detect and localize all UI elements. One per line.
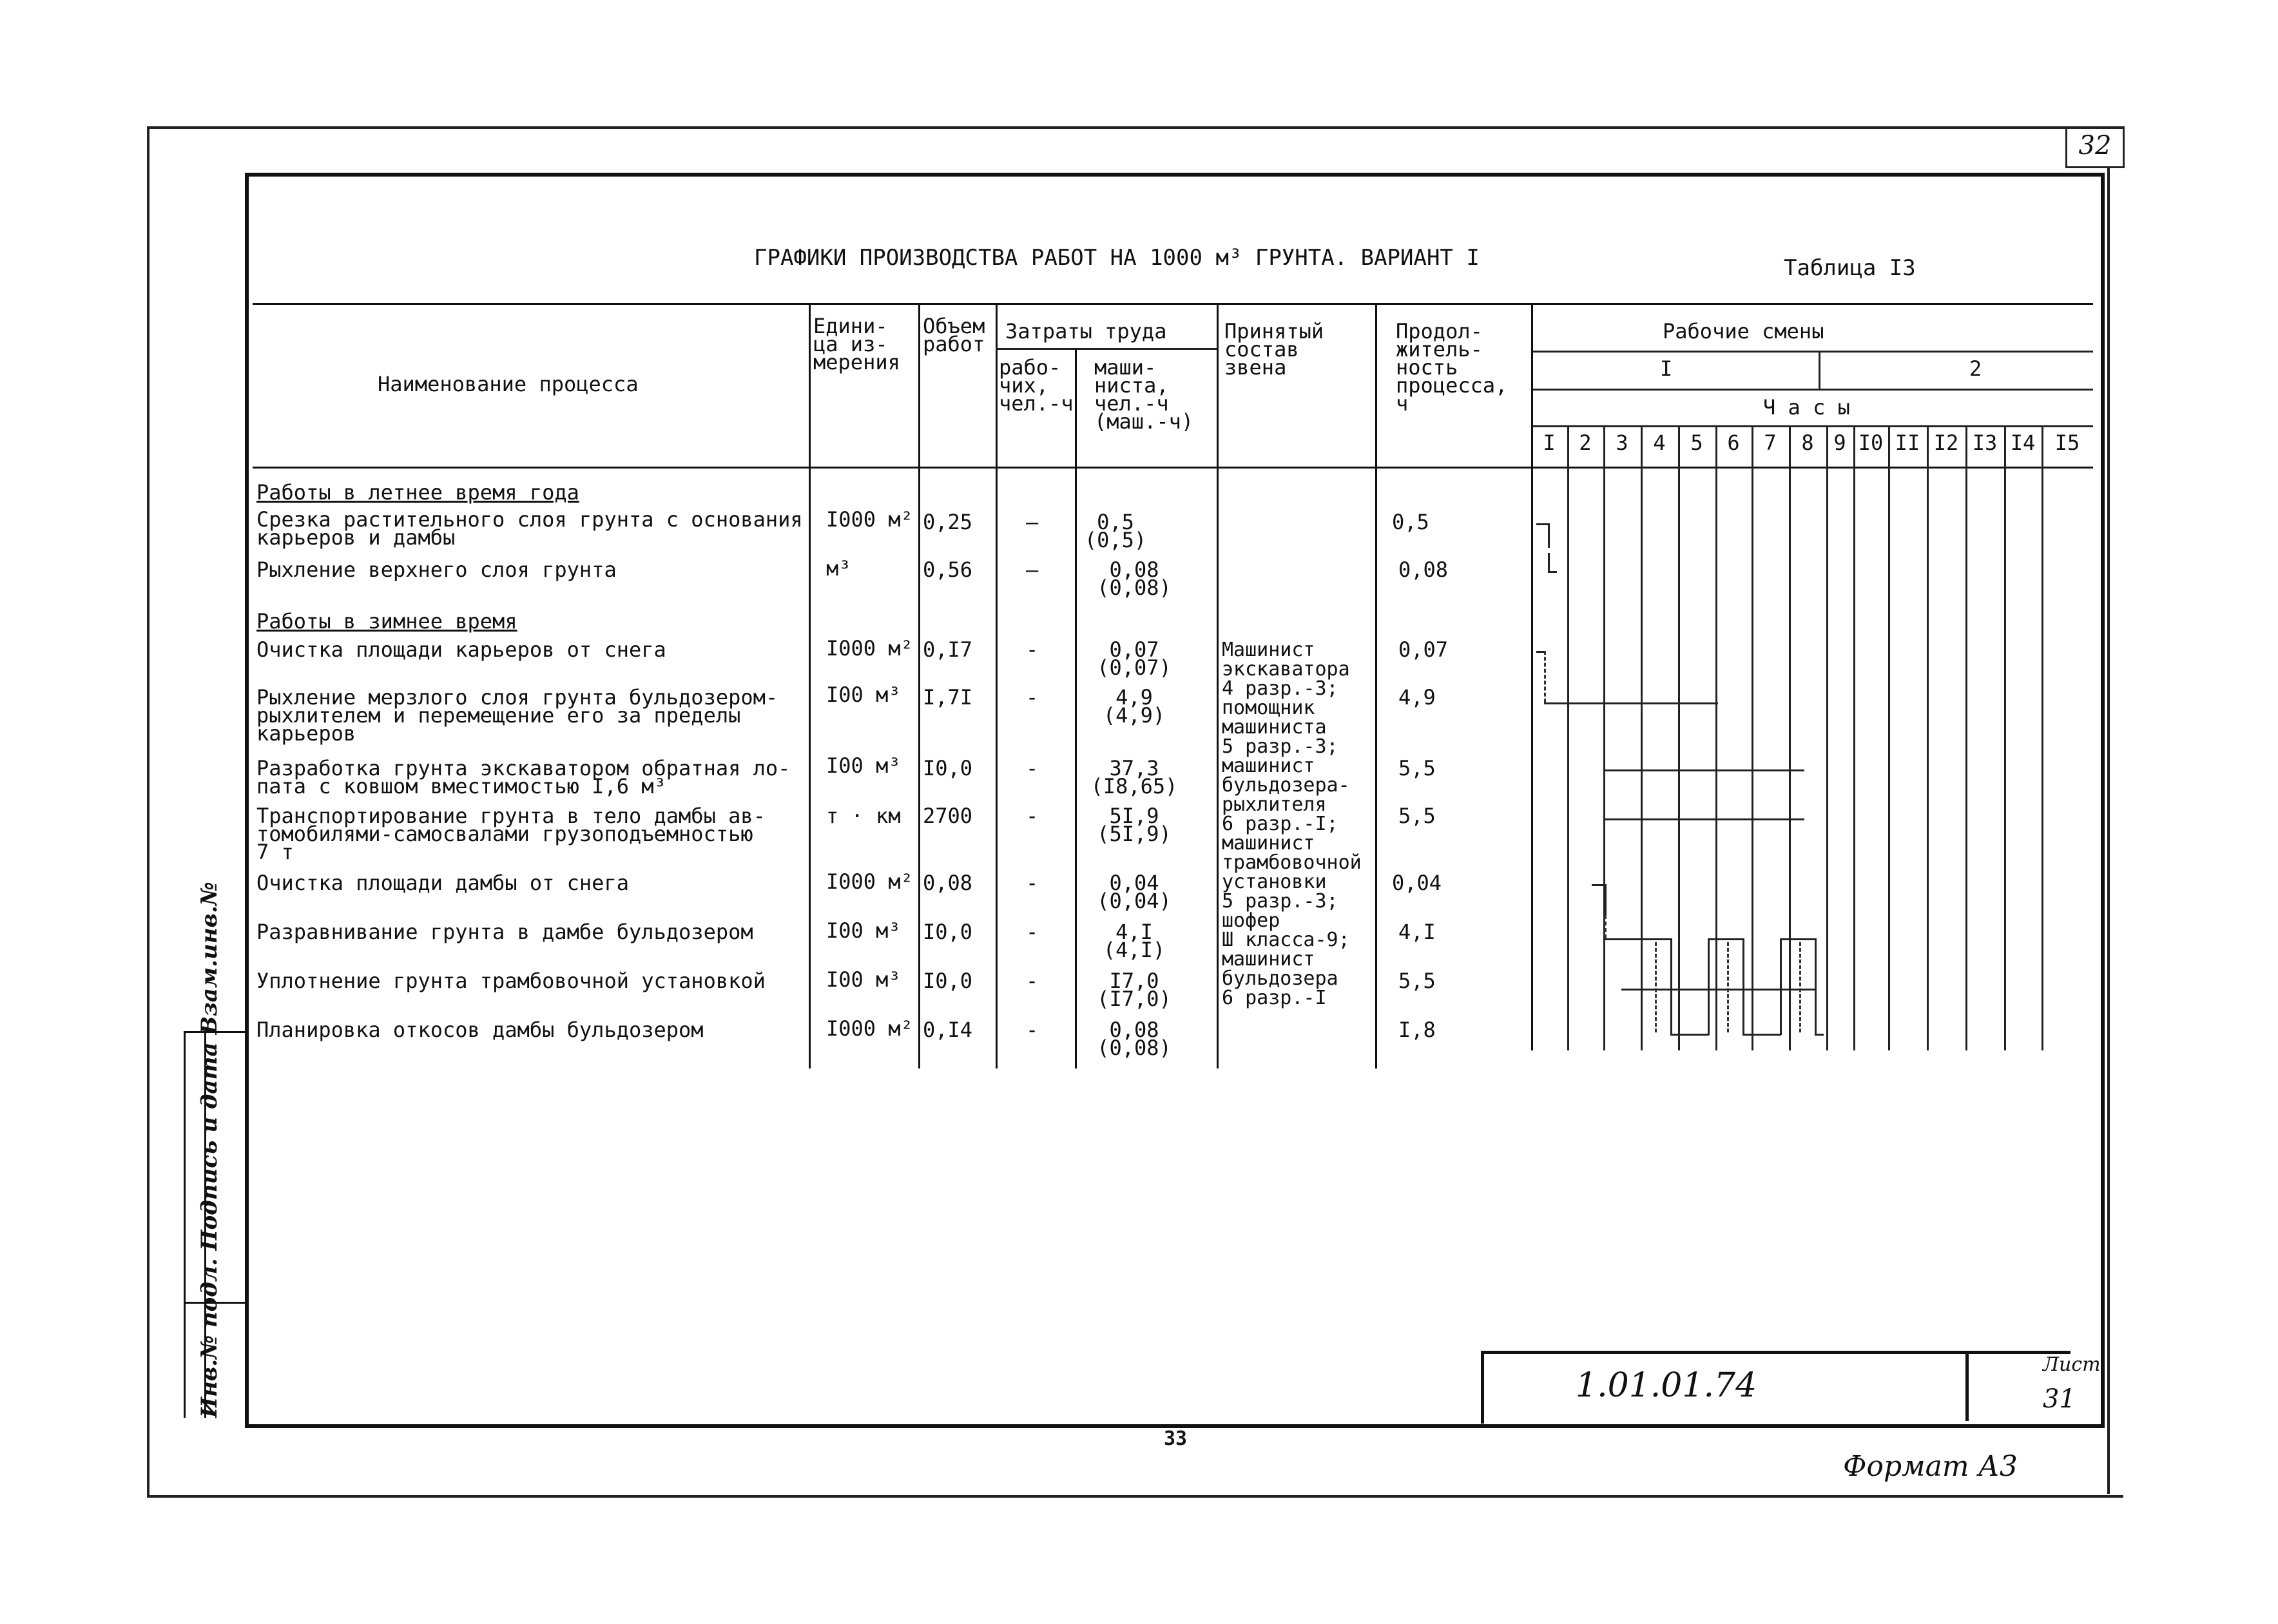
side-stamp-text: Инв.№ подл. Подпись и дата Взам.инв.№ [197, 882, 222, 1418]
gantt-bar [1708, 938, 1744, 940]
hour-label: I0 [1858, 430, 1884, 455]
row-name: Очистка площади карьеров от снега [256, 637, 666, 662]
hour-label: I5 [2054, 430, 2080, 455]
hour-column-line [1603, 425, 1605, 1050]
row-mach: 0,07 (0,07) [1097, 637, 1172, 680]
hour-column-line [1752, 425, 1753, 1050]
gantt-bar [1780, 938, 1782, 1035]
header-machinists: маши- ниста, чел.-ч (маш.-ч) [1094, 355, 1194, 434]
row-name: Очистка площади дамбы от снега [256, 871, 629, 895]
row-duration: 5,5 [1398, 969, 1436, 993]
gantt-bar [1544, 702, 1718, 704]
row-volume: 0,08 [923, 871, 973, 895]
gantt-bar [1621, 989, 1815, 991]
row-workers: - [1026, 920, 1039, 944]
row-mach: I7,0 (I7,0) [1097, 969, 1172, 1011]
hour-label: 2 [1579, 430, 1592, 455]
gantt-bar [1605, 769, 1804, 771]
table-number: Таблица I3 [1784, 255, 1916, 281]
row-workers: - [1026, 637, 1039, 662]
hour-column-line [2042, 425, 2043, 1050]
hour-label: I [1543, 430, 1556, 455]
row-unit: I000 м² [826, 636, 913, 661]
row-name: Разравнивание грунта в дамбе бульдозером [256, 920, 753, 944]
header-unit: Едини- ца из- мерения [813, 314, 900, 374]
shift-num-line [1531, 389, 2093, 391]
header-crew: Принятый состав звена [1224, 319, 1324, 380]
gantt-bar [1742, 1034, 1781, 1036]
row-unit: I000 м² [826, 869, 913, 894]
hour-label: 8 [1801, 430, 1814, 455]
hour-label: II [1895, 430, 1920, 455]
row-unit: I00 м³ [826, 682, 901, 707]
hour-column-line [1853, 425, 1855, 1050]
shift-divider [1819, 351, 1820, 389]
hour-label: 6 [1727, 430, 1740, 455]
gantt-bar [1742, 938, 1744, 1035]
row-name: Рыхление мерзлого слоя грунта бульдозером- рыхлителем и перемещение его за пределы карьеров [256, 685, 778, 746]
gantt-bar [1815, 1034, 1824, 1036]
document-code: 1.01.01.74 [1576, 1366, 1757, 1405]
row-workers: - [1026, 685, 1039, 710]
hour-label: I4 [2010, 430, 2036, 455]
gantt-bar [1605, 938, 1672, 940]
row-unit: I00 м³ [826, 753, 901, 778]
hour-label: 4 [1653, 430, 1666, 455]
row-mach: 4,I (4,I) [1103, 920, 1166, 962]
hours-line [1531, 425, 2093, 427]
paper-format: Формат А3 [1843, 1450, 2018, 1483]
row-volume: 2700 [923, 804, 973, 828]
gantt-bar [1605, 818, 1804, 820]
row-workers: - [1026, 969, 1039, 993]
header-volume: Объем работ [923, 314, 985, 356]
row-duration: 0,08 [1398, 557, 1449, 582]
gantt-bar [1708, 938, 1710, 1035]
row-volume: 0,I4 [923, 1018, 973, 1042]
gantt-link [1544, 651, 1546, 702]
gantt-bar [1548, 553, 1550, 572]
hour-column-line [1789, 425, 1791, 1050]
row-duration: I,8 [1398, 1018, 1436, 1042]
header-workers: рабо- чих, чел.-ч [999, 355, 1074, 416]
row-volume: I,7I [923, 685, 973, 710]
header-hours: Ч а с ы [1763, 395, 1850, 420]
hour-column-line [1965, 425, 1967, 1050]
gantt-link [1799, 942, 1801, 1032]
row-name: Уплотнение грунта трамбовочной установкой [256, 969, 766, 993]
row-unit: м³ [826, 556, 851, 581]
col-line-gantt [1531, 303, 1533, 1050]
hour-label: 7 [1764, 430, 1777, 455]
hour-label: I3 [1972, 430, 1998, 455]
gantt-bar [1592, 884, 1606, 886]
row-duration: 4,I [1398, 920, 1436, 944]
header-shift-2: 2 [1969, 356, 1982, 381]
gantt-bar [1605, 884, 1607, 915]
gantt-bar [1780, 938, 1816, 940]
gantt-bar [1815, 1005, 1817, 1035]
row-volume: I0,0 [923, 920, 973, 944]
row-unit: I00 м³ [826, 967, 901, 992]
row-volume: 0,I7 [923, 637, 973, 662]
col-line-volume [918, 303, 920, 1068]
gantt-bar [1670, 1034, 1709, 1036]
outer-frame-right [2107, 166, 2110, 1494]
col-line-mach [1075, 348, 1077, 1068]
col-line-workers [996, 303, 998, 1068]
row-volume: 0,56 [923, 557, 973, 582]
row-workers: - [1026, 756, 1039, 780]
row-mach: 0,08 (0,08) [1097, 557, 1172, 600]
hour-column-line [1641, 425, 1643, 1050]
row-mach: 5I,9 (5I,9) [1097, 804, 1172, 846]
row-mach: 37,3 (I8,65) [1090, 756, 1178, 798]
header-top-line [253, 303, 2093, 305]
header-labor: Затраты труда [1005, 319, 1167, 343]
header-bottom-line [253, 467, 2093, 469]
row-volume: I0,0 [923, 969, 973, 993]
col-line-duration [1375, 303, 1377, 1068]
shifts-sub-line [1531, 351, 2093, 353]
row-workers: - [1026, 871, 1039, 895]
hour-column-line [2004, 425, 2006, 1050]
row-unit: т · км [826, 804, 901, 828]
row-workers: - [1026, 1018, 1039, 1042]
row-workers: - [1026, 804, 1039, 828]
row-duration: 5,5 [1398, 804, 1436, 828]
gantt-bar [1536, 523, 1549, 525]
header-process: Наименование процесса [378, 372, 639, 396]
row-duration: 0,5 [1392, 510, 1429, 534]
hour-column-line [1826, 425, 1828, 1050]
hour-column-line [1927, 425, 1929, 1050]
sheet-stamp-number: 31 [2043, 1384, 2076, 1414]
sheet-label: Лист [2043, 1353, 2101, 1376]
sheet-number: 32 [2065, 126, 2125, 168]
hour-column-line [1888, 425, 1890, 1050]
row-volume: 0,25 [923, 510, 973, 534]
row-name: Срезка растительного слоя грунта с основания карьеров и дамбы [256, 507, 803, 550]
row-name: Планировка откосов дамбы бульдозером [256, 1018, 704, 1042]
row-workers: – [1026, 557, 1039, 582]
gantt-link [1605, 915, 1607, 938]
hour-label: I2 [1933, 430, 1959, 455]
labor-sub-line [996, 348, 1217, 350]
row-mach: 0,04 (0,04) [1097, 871, 1172, 913]
hour-label: 3 [1616, 430, 1628, 455]
section-summer: Работы в летнее время года [256, 480, 579, 505]
gantt-bar [1670, 938, 1672, 1035]
row-name: Разработка грунта экскаватором обратная ло- пата с ковшом вместимостью I,6 м³ [256, 756, 791, 798]
row-name: Рыхление верхнего слоя грунта [256, 557, 617, 582]
row-duration: 4,9 [1398, 685, 1436, 710]
row-mach: 4,9 (4,9) [1103, 685, 1166, 728]
row-workers: – [1026, 510, 1039, 534]
gantt-link [1655, 942, 1657, 1032]
row-volume: I0,0 [923, 756, 973, 780]
row-unit: I00 м³ [826, 918, 901, 943]
row-mach: 0,08 (0,08) [1097, 1018, 1172, 1060]
gantt-link [1727, 942, 1729, 1032]
header-shifts: Рабочие смены [1663, 319, 1824, 343]
hour-column-line [1567, 425, 1569, 1050]
gantt-bar [1548, 523, 1550, 548]
header-shift-1: I [1660, 356, 1673, 381]
page-number: 33 [1164, 1427, 1188, 1450]
row-duration: 0,04 [1392, 871, 1442, 895]
row-unit: I000 м² [826, 507, 913, 532]
row-duration: 0,07 [1398, 637, 1449, 662]
table-title: ГРАФИКИ ПРОИЗВОДСТВА РАБОТ НА 1000 м³ ГРУНТА. ВАРИАНТ I [754, 245, 1480, 271]
row-mach: 0,5 (0,5) [1084, 510, 1147, 552]
section-winter: Работы в зимнее время [256, 609, 517, 633]
hour-label: 5 [1690, 430, 1703, 455]
crew-composition: Машинист экскаватора 4 разр.-3; помощник машиниста 5 разр.-3; машинист бульдозера- рыхлителя 6 разр.-I; машинист трамбовочной установки 5 разр.-3; шофер Ш класса-9; машинист бульдозера 6 разр.-I [1222, 639, 1362, 1009]
hour-column-line [1678, 425, 1680, 1050]
row-unit: I000 м² [826, 1016, 913, 1041]
hour-column-line [1715, 425, 1717, 1050]
row-name: Транспортирование грунта в тело дамбы ав- томобилями-самосвалами грузоподъемностью 7 т [256, 804, 766, 864]
col-line-crew [1217, 303, 1219, 1068]
gantt-bar [1548, 571, 1557, 573]
col-line-unit [809, 303, 811, 1068]
header-duration: Продол- житель- ность процесса, ч [1396, 319, 1508, 416]
row-duration: 5,5 [1398, 756, 1436, 780]
hour-label: 9 [1833, 430, 1846, 455]
